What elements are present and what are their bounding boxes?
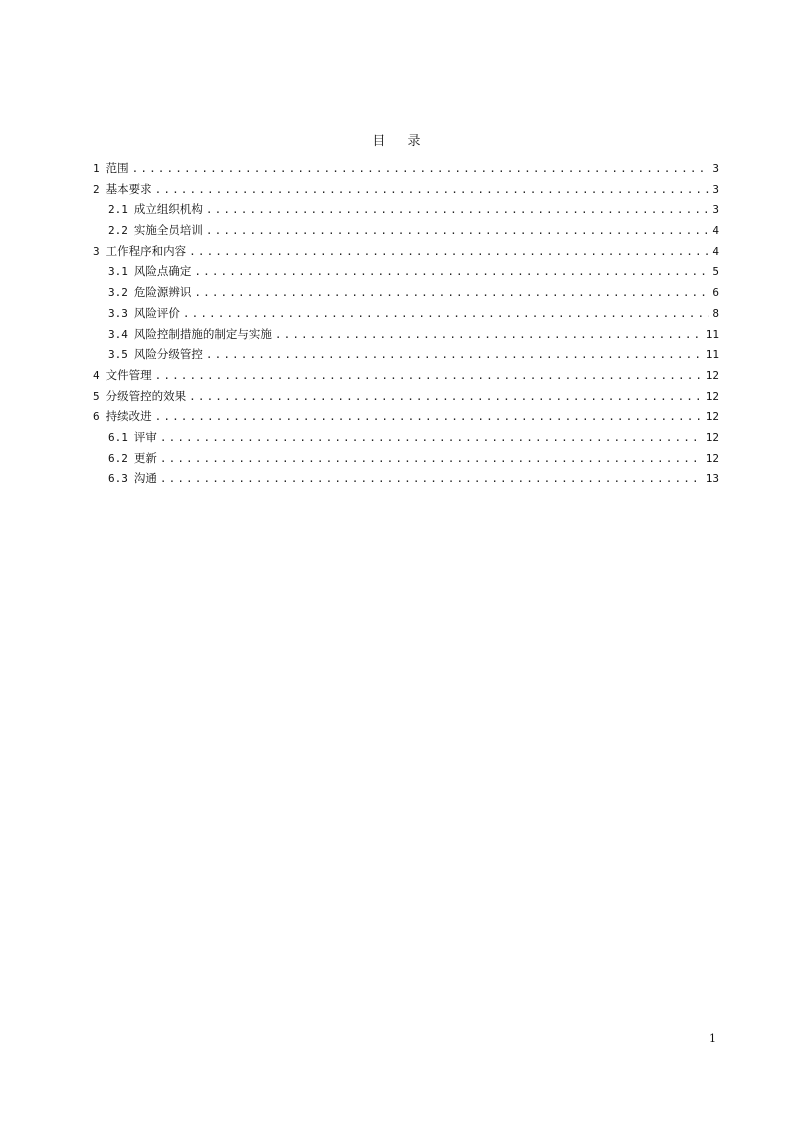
toc-dot-leader (194, 283, 709, 304)
toc-entry-label: 持续改进 (105, 409, 152, 424)
toc-entry[interactable] (93, 303, 719, 324)
toc-entry[interactable] (93, 427, 719, 448)
toc-entry-page: 3 (712, 162, 719, 175)
toc-entry-number: 3.5 (108, 348, 128, 362)
toc-entry-page: 12 (705, 389, 719, 403)
toc-entry-number: 3.3 (108, 306, 128, 320)
toc-entry-label: 分级管控的效果 (105, 388, 187, 403)
toc-entry-number: 2.2 (108, 224, 128, 238)
toc-entry-label: 成立组织机构 (133, 202, 203, 217)
toc-entry-number: 6 (93, 410, 100, 424)
toc-entry-page: 6 (712, 286, 719, 300)
toc-entry-page: 4 (712, 224, 719, 238)
toc-entry-page: 12 (705, 430, 719, 444)
toc-entry-label: 更新 (133, 450, 157, 465)
toc-entry[interactable] (93, 468, 719, 489)
toc-entry-page: 12 (705, 410, 719, 424)
toc-entry-number: 3.4 (108, 327, 128, 341)
toc-entry-label: 风险控制措施的制定与实施 (133, 326, 272, 341)
toc-dot-leader (189, 387, 703, 408)
toc-entry-page: 4 (712, 244, 719, 258)
toc-entry[interactable] (93, 386, 719, 407)
toc-dot-leader (183, 304, 710, 325)
toc-entry-number: 3.2 (108, 286, 128, 300)
page-number: 1 (709, 1032, 716, 1045)
toc-entry[interactable] (93, 344, 719, 365)
toc-entry[interactable] (93, 365, 719, 386)
toc-dot-leader (155, 407, 703, 428)
toc-entry-label: 沟通 (133, 471, 157, 486)
toc-entry-label: 范围 (105, 161, 129, 175)
toc-entry[interactable] (93, 179, 719, 200)
toc-entry-label: 危险源辨识 (133, 285, 192, 300)
toc-entry-number: 5 (93, 389, 100, 403)
toc-entry-label: 风险分级管控 (133, 347, 203, 362)
toc-entry-label: 文件管理 (105, 367, 152, 382)
toc-entry-number: 6.3 (108, 472, 128, 486)
toc-entry[interactable] (93, 261, 719, 282)
toc-entry-number: 6.1 (108, 430, 128, 444)
toc-dot-leader (206, 221, 710, 242)
toc-dot-leader (160, 428, 703, 449)
page-title: 目 录 (372, 134, 430, 149)
toc-entry-page: 8 (712, 306, 719, 320)
toc-dot-leader (160, 449, 703, 470)
toc-dot-leader (275, 325, 703, 346)
toc-entry[interactable] (93, 220, 719, 241)
toc-entry-page: 11 (705, 327, 719, 341)
toc-entry-page: 3 (712, 203, 719, 217)
toc-entry[interactable] (93, 199, 719, 220)
toc-entry-label: 风险评价 (133, 305, 180, 320)
toc-entry-page: 12 (705, 368, 719, 382)
toc-entry-page: 13 (705, 472, 719, 486)
toc-entry-page: 11 (705, 348, 719, 362)
toc-entry-label: 工作程序和内容 (105, 243, 187, 258)
toc-dot-leader (206, 345, 703, 366)
toc-dot-leader (155, 366, 703, 387)
toc-entry-page: 3 (712, 182, 719, 196)
toc-entry-number: 4 (93, 368, 100, 382)
toc-dot-leader (206, 200, 710, 221)
toc-entry-number: 2 (93, 182, 100, 196)
toc-entry[interactable] (93, 282, 719, 303)
toc-entry-number: 6.2 (108, 451, 128, 465)
toc-entry-page: 5 (712, 265, 719, 279)
toc-entry[interactable] (93, 448, 719, 469)
toc-entry[interactable] (93, 406, 719, 427)
toc-entry-number: 3 (93, 244, 100, 258)
toc-entry[interactable] (93, 241, 719, 262)
toc-entry-label: 基本要求 (105, 181, 152, 196)
toc-entry-number: 1 (93, 162, 100, 175)
toc-entry-page: 12 (705, 451, 719, 465)
toc-dot-leader (189, 242, 709, 263)
toc-dot-leader (155, 180, 710, 201)
toc-dot-leader (194, 262, 709, 283)
toc-entry-label: 风险点确定 (133, 264, 192, 279)
toc-entry-number: 3.1 (108, 265, 128, 279)
toc-entry-label: 实施全员培训 (133, 223, 203, 238)
toc-entry[interactable] (93, 158, 719, 179)
toc-entry-number: 2.1 (108, 203, 128, 217)
toc-entry[interactable] (93, 324, 719, 345)
toc-dot-leader (160, 469, 703, 490)
table-of-contents (93, 158, 719, 489)
toc-dot-leader (132, 159, 710, 180)
toc-entry-label: 评审 (133, 429, 157, 444)
